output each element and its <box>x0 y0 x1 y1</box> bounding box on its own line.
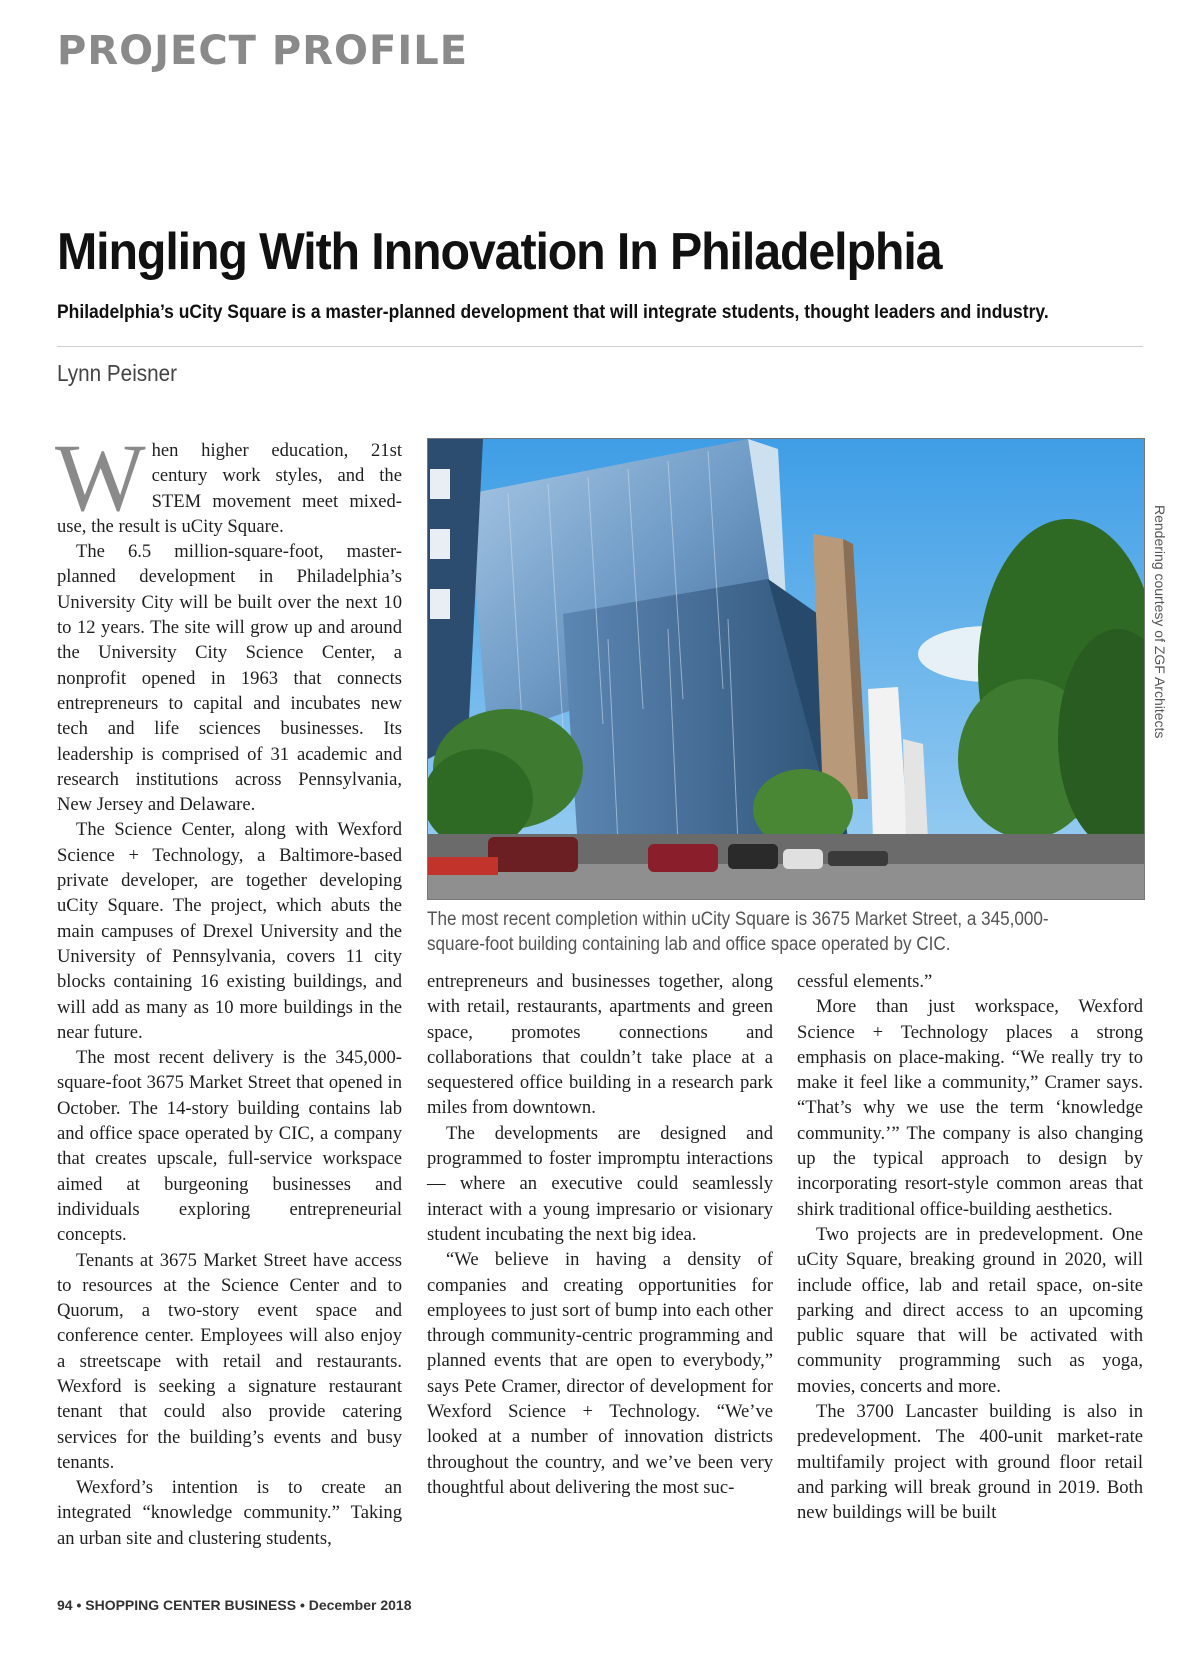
article-column-3 <box>797 969 1143 1526</box>
paragraph-1 <box>55 424 402 539</box>
paragraph: The Science Center, along with Wexford Science + Technology, a Baltimore-based private developer, are together developing uCity Square. The project, which abuts the main campuses of Drexel University and the University of Pennsylvania, covers 11 city blocks containing 16 existing buildings, and will add as many as 10 more buildings in the near future. <box>57 819 402 1043</box>
paragraph: “We believe in having a density of companies and creating opportunities for employees to just sort of bump into each other through community-centric programming and planned events that are open to everybody,” says Pete Cramer, director of development for Wexford Science + Technology. “We’ve looked at a number of innovation districts throughout the country, and we’ve been very thoughtful about delivering the most suc- <box>427 1249 773 1498</box>
divider <box>57 346 1143 347</box>
article-column-1 <box>55 424 402 1551</box>
article-column-2 <box>427 969 773 1500</box>
drop-cap: W <box>55 424 146 531</box>
paragraph: The 6.5 million-square-foot, master-planned development in Philadelphia’s University City will be built over the next 10 to 12 years. The site will grow up and around the University City Science Center, a nonprofit opened in 1963 that connects entrepreneurs to capital and incubates new tech and life sciences businesses. Its leadership is comprised of 31 academic and research institutions across Pennsylvania, New Jersey and Delaware. <box>57 541 402 816</box>
paragraph: The most recent delivery is the 345,000-square-foot 3675 Market Street that opened in October. The 14-story building contains lab and office space operated by CIC, a company that creates upscale, full-service workspace aimed at burgeoning businesses and individuals exploring entrepreneurial concepts. <box>57 1047 402 1246</box>
paragraph: Two projects are in predevelopment. One uCity Square, breaking ground in 2020, will include office, lab and retail space, on-site parking and direct access to an upcoming public square that will be activated with community programming such as yoga, movies, concerts and more. <box>797 1223 1143 1397</box>
photo-caption: The most recent completion within uCity Square is 3675 Market Street, a 345,000-square-foot building containing lab and office space operated by CIC. <box>427 909 1049 955</box>
paragraph: The 3700 Lancaster building is also in predevelopment. The 400-unit market-rate multifamily project with ground floor retail and parking will break ground in 2019. Both new buildings will be built <box>797 1401 1143 1524</box>
article-headline: Mingling With Innovation In Philadelphia <box>57 223 942 281</box>
photo-credit: Rendering courtesy of ZGF Architects <box>1152 505 1168 739</box>
paragraph-1-text: hen higher education, 21st century work styles, and the STEM movement meet mixed-use, the result is uCity Square. <box>57 440 402 537</box>
paragraph: Tenants at 3675 Market Street have access to resources at the Science Center and to Quorum, a two-story event space and conference center. Employees will also enjoy a streetscape with retail and restaurants. Wexford is seeking a signature restaurant tenant that could also provide catering services for the building’s events and busy tenants. <box>57 1249 402 1473</box>
page-footer: 94 • SHOPPING CENTER BUSINESS • December 2018 <box>57 1597 412 1613</box>
paragraph: cessful elements.” <box>797 971 933 992</box>
article-deck: Philadelphia’s uCity Square is a master-planned development that will integrate students, thought leaders and industry. <box>57 302 1049 323</box>
building-photo <box>427 438 1145 900</box>
paragraph: The developments are designed and programmed to foster impromptu interactions — where an executive could seamlessly interact with a young impresario or visionary student incubating the next big idea. <box>427 1122 773 1245</box>
paragraph: entrepreneurs and businesses together, along with retail, restaurants, apartments and green space, promotes connections and collaborations that couldn’t take place at a sequestered office building in a research park miles from downtown. <box>427 971 773 1119</box>
paragraph: Wexford’s intention is to create an integrated “knowledge community.” Taking an urban site and clustering students, <box>57 1477 402 1549</box>
section-label: PROJECT PROFILE <box>57 28 469 74</box>
paragraph: More than just workspace, Wexford Science + Technology places a strong emphasis on place-making. “We really try to make it feel like a community,” Cramer says. “That’s why we use the term ‘knowledge community.’” The company is also changing up the typical approach to design by incorporating resort-style common areas that shirk traditional office-building aesthetics. <box>797 996 1143 1220</box>
byline: Lynn Peisner <box>57 360 178 386</box>
